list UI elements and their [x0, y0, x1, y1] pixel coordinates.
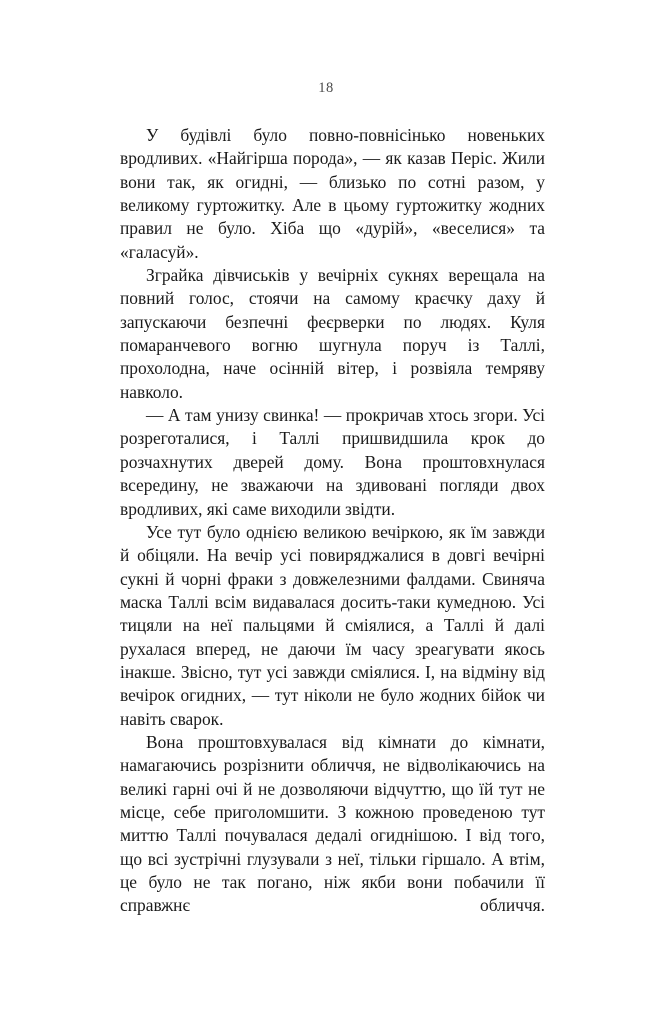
paragraph: Вона проштовхувалася від кімнати до кімнати, намагаючись розрізнити обличчя, не відволікаючись на великі гарні очі й не дозволяючи відчуттю, що їй тут не місце, себе приголомшити. З кожною проведеною тут миттю Таллі почувалася дедалі огиднішою. І від того, що всі зустрічні глузували з неї, тільки гіршало. А втім, це було не так погано, ніж якби вони побачили її справжнє обличчя.	[120, 731, 545, 916]
paragraph: Зграйка дівчиськів у вечірніх сукнях верещала на повний голос, стоячи на самому краєчку даху й запускаючи безпечні феєрверки по людях. Куля помаранчевого вогню шугнула поруч із Таллі, прохолодна, наче осінній вітер, і розвіяла темряву навколо.	[120, 265, 545, 402]
body-text-block	[120, 124, 545, 941]
paragraph: У будівлі було повно-повнісінько новеньких вродливих. «Найгірша порода», — як казав Періс. Жили вони так, як огидні, — близько по сотні разом, у великому гуртожитку. Але в цьому гуртожитку жодних правил не було. Хіба що «дурій», «веселися» та «галасуй».	[120, 125, 545, 262]
page-number: 18	[318, 80, 334, 96]
paragraph: — А там унизу свинка! — прокричав хтось згори. Усі розреготалися, і Таллі пришвидшила крок до розчахнутих дверей дому. Вона проштовхнулася всередину, не зважаючи на здивовані погляди двох вродливих, які саме виходили звідти.	[120, 405, 545, 519]
paragraph: Усе тут було однією великою вечіркою, як їм завжди й обіцяли. На вечір усі повиряджалися в довгі вечірні сукні й чорні фраки з довжелезними фалдами. Свиняча маска Таллі всім видавалася досить-таки кумедною. Усі тицяли на неї пальцями й сміялися, а Таллі й далі рухалася вперед, не даючи їм часу зреагувати якось інакше. Звісно, тут усі завжди сміялися. І, на відміну від вечірок огидних, — тут ніколи не було жодних бійок чи навіть сварок.	[120, 521, 545, 729]
